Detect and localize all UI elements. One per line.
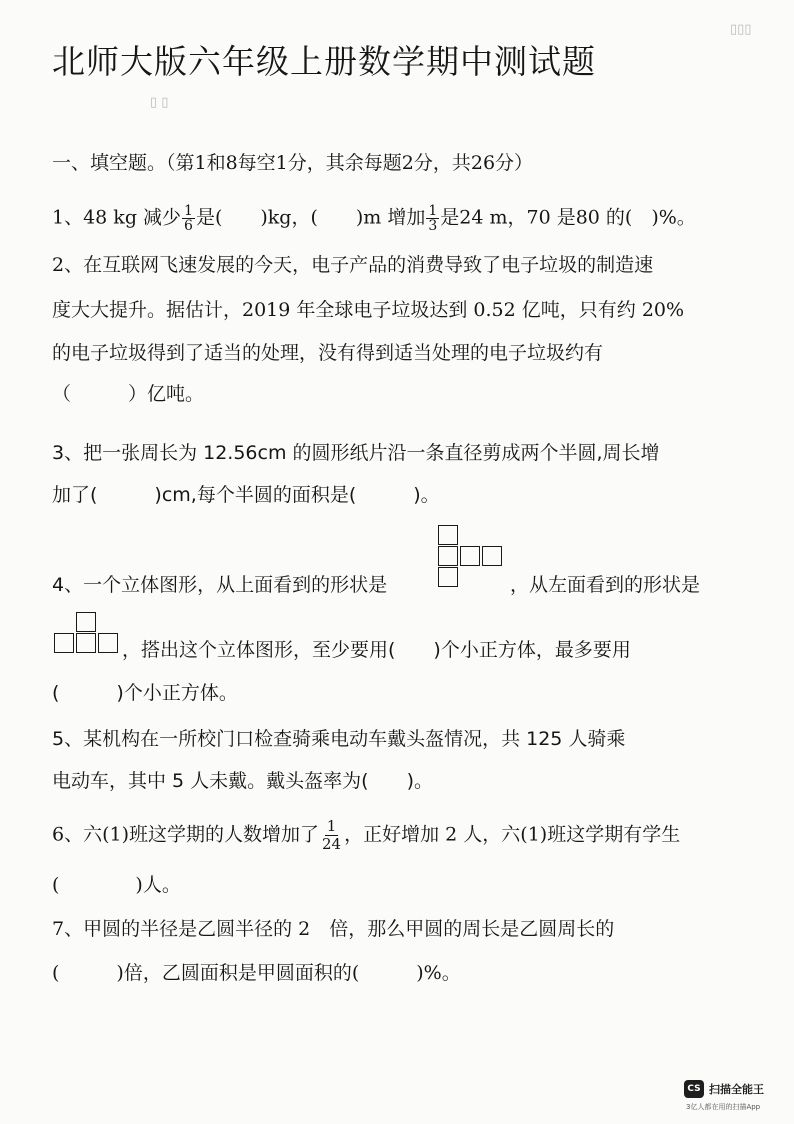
q6-part1: 6、六(1)班这学期的人数增加了 bbox=[52, 823, 320, 846]
bleed-through-mark: ▯▯▯ bbox=[730, 22, 752, 37]
scanner-watermark bbox=[684, 1080, 784, 1114]
q6-fraction bbox=[320, 818, 343, 853]
question-4-line-3: ( )个小正方体。 bbox=[52, 682, 238, 704]
q6-part2: ，正好增加 2 人，六(1)班这学期有学生 bbox=[344, 823, 681, 846]
q6-fraction-den: 24 bbox=[322, 835, 342, 853]
cube-face bbox=[438, 546, 458, 566]
question-6-line-1 bbox=[52, 818, 680, 853]
question-2-line-4: （ ）亿吨。 bbox=[52, 383, 205, 405]
question-4-line-2: ，搭出这个立体图形，至少要用( )个小正方体，最多要用 bbox=[122, 639, 631, 661]
q1-fraction-1 bbox=[182, 204, 195, 233]
cube-face bbox=[54, 633, 74, 653]
q1-part2: 是( )kg，( )m 增加 bbox=[195, 206, 426, 229]
cube-face bbox=[98, 633, 118, 653]
question-7-line-1: 7、甲圆的半径是乙圆半径的 2 倍，那么甲圆的周长是乙圆周长的 bbox=[52, 918, 615, 940]
bleed-through-mark: ▯ ▯ bbox=[150, 95, 169, 110]
question-4-line-1b: ，从左面看到的形状是 bbox=[510, 574, 701, 596]
question-5-line-2: 电动车，其中 5 人未戴。戴头盔率为( )。 bbox=[52, 770, 433, 792]
question-7-line-2: ( )倍，乙圆面积是甲圆面积的( )%。 bbox=[52, 962, 461, 984]
q1-part3: 是24 m，70 是80 的( )%。 bbox=[440, 206, 696, 229]
q1-fraction-1-num: 1 bbox=[184, 203, 193, 219]
q6-fraction-num: 1 bbox=[326, 817, 337, 835]
cube-face bbox=[438, 567, 458, 587]
page-title: 北师大版六年级上册数学期中测试题 bbox=[52, 42, 596, 81]
cube-face bbox=[438, 525, 458, 545]
scanner-brand-tagline: 3亿人都在用的扫描App bbox=[686, 1103, 761, 1111]
question-3-line-1: 3、把一张周长为 12.56cm 的圆形纸片沿一条直径剪成两个半圆,周长增 bbox=[52, 442, 660, 464]
question-1 bbox=[52, 204, 696, 233]
section-heading: 一、填空题。（第1和8每空1分，其余每题2分，共26分） bbox=[52, 152, 534, 174]
cube-face bbox=[76, 612, 96, 632]
question-6-line-2: ( )人。 bbox=[52, 874, 181, 896]
top-view-figure bbox=[438, 525, 508, 591]
q1-fraction-2 bbox=[426, 204, 439, 233]
question-2-line-1: 2、在互联网飞速发展的今天，电子产品的消费导致了电子垃圾的制造速 bbox=[52, 254, 654, 276]
cube-face bbox=[482, 546, 502, 566]
q1-fraction-1-den: 6 bbox=[184, 218, 193, 234]
cube-face bbox=[460, 546, 480, 566]
question-2-line-3: 的电子垃圾得到了适当的处理，没有得到适当处理的电子垃圾约有 bbox=[52, 342, 604, 364]
q1-fraction-2-num: 1 bbox=[428, 203, 438, 219]
question-2-line-2: 度大大提升。据估计，2019 年全球电子垃圾达到 0.52 亿吨，只有约 20% bbox=[52, 299, 685, 321]
q1-part1: 1、48 kg 减少 bbox=[52, 206, 182, 229]
left-view-figure bbox=[52, 610, 122, 656]
question-4-line-1a: 4、一个立体图形，从上面看到的形状是 bbox=[52, 574, 388, 596]
cube-face bbox=[76, 633, 96, 653]
question-3-line-2: 加了( )cm,每个半圆的面积是( )。 bbox=[52, 484, 440, 506]
camscanner-logo-icon: CS bbox=[684, 1080, 704, 1098]
scanner-brand-name: 扫描全能王 bbox=[709, 1083, 764, 1096]
q1-fraction-2-den: 3 bbox=[428, 218, 438, 234]
question-5-line-1: 5、某机构在一所校门口检查骑乘电动车戴头盔情况，共 125 人骑乘 bbox=[52, 728, 626, 750]
